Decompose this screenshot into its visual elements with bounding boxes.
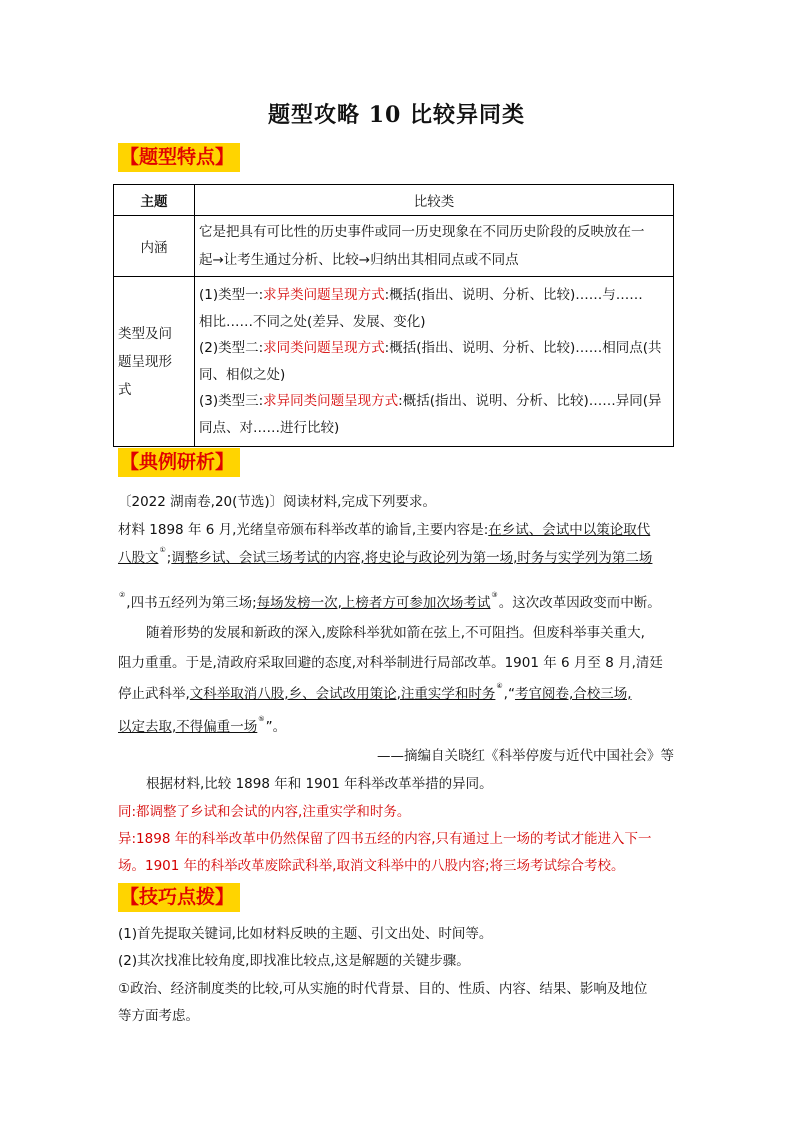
table-header-label: 主题: [114, 185, 195, 216]
tip-3-line-1: ①政治、经济制度类的比较,可从实施的时代背景、目的、性质、内容、结果、影响及地位: [118, 981, 648, 997]
types-label-line: 式: [118, 381, 132, 398]
type-1-heading: 求异类问题呈现方式: [263, 287, 385, 303]
material-line-2: [118, 546, 678, 566]
type-1-line2: 相比……不同之处(差异、发展、变化): [199, 313, 426, 330]
material-underline: 每场发榜一次,上榜者方可参加次场考试: [256, 595, 491, 611]
material-text: 。这次改革因政变而中断。: [498, 595, 661, 611]
type-3-text: :概括(指出、说明、分析、比较)……异同(异: [398, 393, 662, 409]
material-underline: 八股文: [118, 550, 159, 566]
types-content: [195, 277, 674, 447]
types-label-line: 题呈现形: [118, 353, 172, 370]
type-1-text: :概括(指出、说明、分析、比较)……与……: [384, 287, 643, 303]
answer-diff-line-2: 场。1901 年的科举改革废除武科举,取消文科举中的八股内容;将三场考试综合考校。: [118, 858, 625, 874]
material-text: ,四书五经列为第三场;: [126, 595, 257, 611]
annotation-mark: ⑤: [258, 715, 265, 723]
material-line-6: [118, 682, 678, 702]
material-line-3: [118, 591, 678, 611]
section-heading-examples: 【典例研析】: [118, 448, 240, 477]
material-text: ;: [166, 550, 172, 566]
annotation-mark: ②: [119, 591, 126, 599]
tip-3-line-2: 等方面考虑。: [118, 1008, 199, 1024]
question-text: 根据材料,比较 1898 年和 1901 年科举改革举措的异同。: [146, 776, 493, 792]
type-1-prefix: (1)类型一:: [199, 287, 264, 303]
table-row: [114, 277, 674, 447]
type-2-text: :概括(指出、说明、分析、比较)……相同点(共: [384, 340, 662, 356]
type-3-prefix: (3)类型三:: [199, 393, 264, 409]
answer-same: 同:都调整了乡试和会试的内容,注重实学和时务。: [118, 804, 411, 820]
annotation-mark: ①: [159, 546, 166, 554]
material-underline: 调整乡试、会试三场考试的内容,将史论与政论列为第一场,时务与实学列为第二场: [171, 550, 653, 566]
tip-1: (1)首先提取关键词,比如材料反映的主题、引文出处、时间等。: [118, 926, 493, 942]
answer-diff-line-1: 异:1898 年的科举改革中仍然保留了四书五经的内容,只有通过上一场的考试才能进入下一: [118, 831, 652, 847]
meaning-content: [195, 216, 674, 277]
type-2-prefix: (2)类型二:: [199, 340, 264, 356]
type-3-line2: 同点、对……进行比较): [199, 419, 340, 436]
material-text: ”。: [265, 719, 287, 735]
type-3-heading: 求异同类问题呈现方式: [263, 393, 399, 409]
type-1: [199, 282, 669, 309]
meaning-line-2: 起→让考生通过分析、比较→归纳出其相同点或不同点: [199, 252, 519, 268]
types-label: [114, 277, 195, 447]
material-citation: ——摘编自关晓红《科举停废与近代中国社会》等: [377, 748, 674, 764]
example-source: 〔2022 湖南卷,20(节选)〕阅读材料,完成下列要求。: [118, 494, 436, 510]
tip-2: (2)其次找准比较角度,即找准比较点,这是解题的关键步骤。: [118, 953, 470, 969]
annotation-mark: ④: [496, 682, 503, 690]
material-text: 材料 1898 年 6 月,光绪皇帝颁布科举改革的谕旨,主要内容是:: [118, 522, 489, 538]
types-label-line: 类型及问: [118, 325, 172, 342]
material-underline: 以定去取,不得偏重一场: [118, 719, 258, 735]
type-2: [199, 335, 669, 362]
feature-table: [113, 184, 674, 447]
material-underline: 考官阅卷,合校三场,: [514, 686, 632, 702]
page-title: 题型攻略 10 比较异同类: [268, 102, 525, 128]
material-line-7: [118, 715, 678, 735]
section-heading-features: 【题型特点】: [118, 143, 240, 172]
annotation-mark: ③: [491, 591, 498, 599]
table-row: [114, 185, 674, 216]
meaning-line-1: 它是把具有可比性的历史事件或同一历史现象在不同历史阶段的反映放在一: [199, 224, 645, 240]
meaning-label: 内涵: [114, 216, 195, 277]
material-line-1: [118, 518, 678, 538]
material-line-5: 阻力重重。于是,清政府采取回避的态度,对科举制进行局部改革。1901 年 6 月至 8 月,清廷: [118, 655, 663, 671]
type-3: [199, 388, 669, 415]
section-heading-tips: 【技巧点拨】: [118, 883, 240, 912]
material-underline: 在乡试、会试中以策论取代: [488, 522, 651, 538]
material-text: ,“: [503, 686, 515, 702]
material-line-4: 随着形势的发展和新政的深入,废除科举犹如箭在弦上,不可阻挡。但废科举事关重大,: [146, 625, 645, 641]
table-header-value: 比较类: [195, 185, 674, 216]
table-row: [114, 216, 674, 277]
type-2-heading: 求同类问题呈现方式: [263, 340, 385, 356]
material-underline: 文科举取消八股,乡、会试改用策论,注重实学和时务: [189, 686, 496, 702]
type-2-line2: 同、相似之处): [199, 366, 286, 383]
material-text: 停止武科举,: [118, 686, 190, 702]
